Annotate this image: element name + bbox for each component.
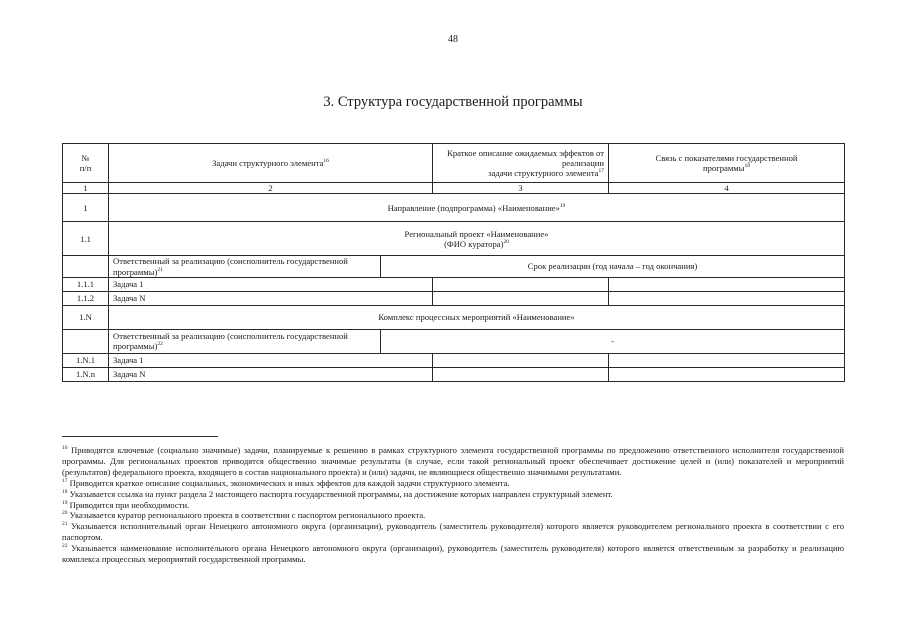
row-number: 1.1.2 xyxy=(63,291,109,305)
row-number: 1.N.n xyxy=(63,367,109,381)
footnote-18: $^{18}$ Указывается ссылка на пункт раздела 2 настоящего паспорта государственной программы, на достижение которых направлен структурный элемент. xyxy=(62,488,613,499)
footnotes xyxy=(62,445,844,565)
structure-table xyxy=(62,143,845,382)
empty-cell xyxy=(609,291,845,305)
index-cell: 3 xyxy=(433,183,609,194)
direction-name: Направление (подпрограмма) «Наименование»$^{19}$ xyxy=(109,194,845,222)
implementation-term: Срок реализации (год начала – год окончания) xyxy=(381,256,845,278)
empty-cell xyxy=(609,353,845,367)
table-row xyxy=(63,353,845,367)
process-complex-name: Комплекс процессных мероприятий «Наименование» xyxy=(109,305,845,329)
index-cell: 1 xyxy=(63,183,109,194)
task-name: Задача 1 xyxy=(109,277,433,291)
task-name: Задача N xyxy=(109,367,433,381)
table-row xyxy=(63,367,845,381)
empty-cell xyxy=(433,277,609,291)
process-complex-row xyxy=(63,305,845,329)
responsible-value: - xyxy=(381,329,845,353)
column-index-row xyxy=(63,183,845,194)
empty-cell xyxy=(609,277,845,291)
empty-cell xyxy=(433,367,609,381)
task-name: Задача N xyxy=(109,291,433,305)
section-title: 3. Структура государственной программы xyxy=(323,94,583,110)
direction-row xyxy=(63,194,845,222)
header-tasks: Задачи структурного элемента$^{16}$ xyxy=(109,144,433,183)
empty-cell xyxy=(63,329,109,353)
page-number: 48 xyxy=(448,34,458,45)
footnote-16: $^{16}$ Приводятся ключевые (социально значимые) задачи, планируемые к решению в рамках структурного элемента государственной программы по предложению ответственного исполнителя государственной программы. Для региональных проектов приводятся общественно значимые результаты (в случае, если такой региональный проект обеспечивает достижение целей и (или) показателей и мероприятий (результатов) федерального проекта, входящего в состав национального проекта) и (или) задачи, не являющиеся общественно значимыми результатами. xyxy=(62,445,844,477)
responsible-row xyxy=(63,329,845,353)
footnote-20: $^{20}$ Указывается куратор регионального проекта в соответствии с паспортом регионального проекта. xyxy=(62,510,426,521)
regional-project-name: Региональный проект «Наименование» (ФИО куратора)$^{20}$ xyxy=(109,222,845,256)
footnote-17: $^{17}$ Приводится краткое описание социальных, экономических и иных эффектов для каждой задачи структурного элемента. xyxy=(62,477,510,488)
responsible-label: Ответственный за реализацию (соисполнитель государственной программы)$^{22}$ xyxy=(109,329,381,353)
footnote-22: $^{22}$ Указывается наименование исполнительного органа Ненецкого автономного округа (организации), руководитель (заместитель руководителя) которого является ответственным за разработку и реализацию комплекса процессных мероприятий государственной программы. xyxy=(62,543,845,565)
footnote-21: $^{21}$ Указывается исполнительный орган Ненецкого автономного округа (организации), руководитель (заместитель руководителя) которого является руководителем регионального проекта в соответствии с его паспортом. xyxy=(62,521,845,543)
empty-cell xyxy=(433,291,609,305)
empty-cell xyxy=(609,367,845,381)
header-indicators: Связь с показателями государственной программы$^{18}$ xyxy=(609,144,845,183)
footnote-separator xyxy=(62,436,218,437)
index-cell: 2 xyxy=(109,183,433,194)
empty-cell xyxy=(63,256,109,278)
table-header-row xyxy=(63,144,845,183)
row-number: 1.N.1 xyxy=(63,353,109,367)
index-cell: 4 xyxy=(609,183,845,194)
task-name: Задача 1 xyxy=(109,353,433,367)
footnote-19: $^{19}$ Приводится при необходимости. xyxy=(62,499,190,510)
row-number: 1.N xyxy=(63,305,109,329)
row-number: 1.1 xyxy=(63,222,109,256)
empty-cell xyxy=(433,353,609,367)
responsible-row xyxy=(63,256,845,278)
regional-project-row xyxy=(63,222,845,256)
table-row xyxy=(63,291,845,305)
header-num: № п/п xyxy=(63,144,109,183)
row-number: 1.1.1 xyxy=(63,277,109,291)
table-row xyxy=(63,277,845,291)
row-number: 1 xyxy=(63,194,109,222)
header-effects: Краткое описание ожидаемых эффектов от реализации задачи структурного элемента$^{17}$ xyxy=(433,144,609,183)
responsible-label: Ответственный за реализацию (соисполнитель государственной программы)$^{21}$ xyxy=(109,256,381,278)
